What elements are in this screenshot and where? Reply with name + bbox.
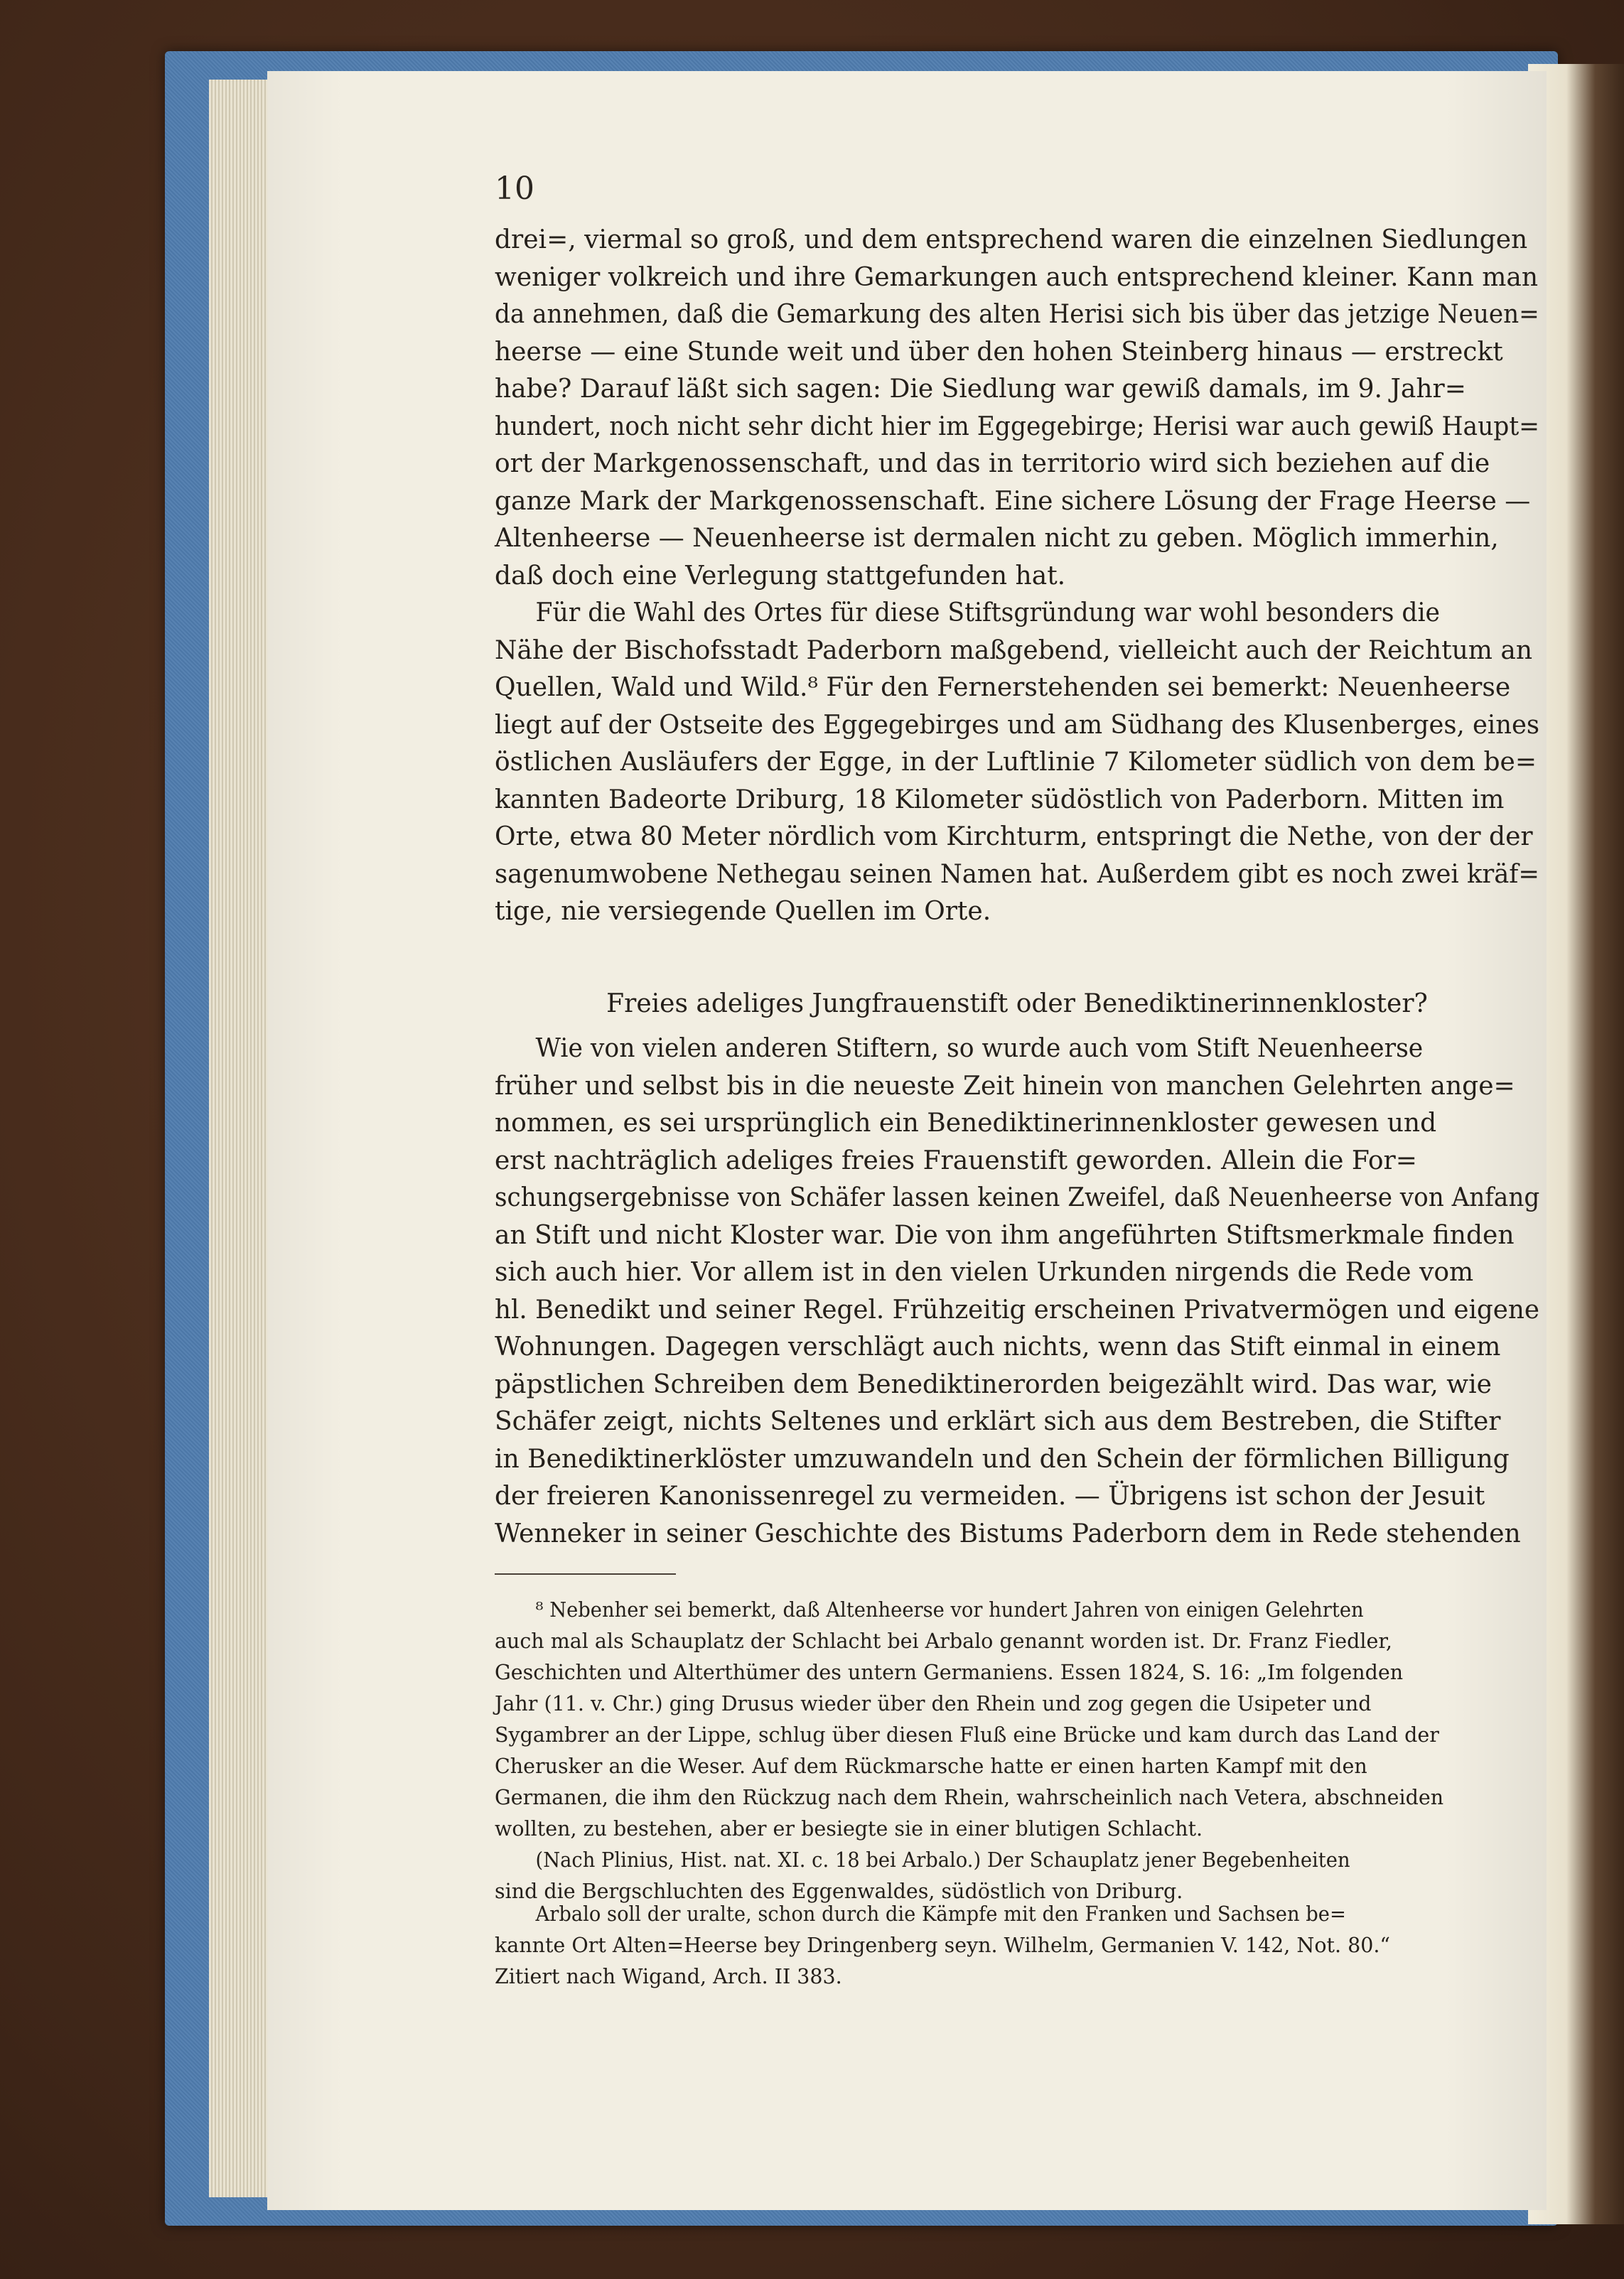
- text-line: liegt auf der Ostseite des Eggegebirges und am Südhang des Klusenberges, eines: [495, 710, 1539, 740]
- text-line: tige, nie versiegende Quellen im Orte.: [495, 897, 991, 926]
- text-line: kannten Badeorte Driburg, 18 Kilometer südöstlich von Paderborn. Mitten im: [495, 785, 1505, 814]
- text-line: Wenneker in seiner Geschichte des Bistums Paderborn dem in Rede stehenden: [495, 1519, 1521, 1548]
- text-line: sich auch hier. Vor allem ist in den vielen Urkunden nirgends die Rede vom: [495, 1258, 1474, 1287]
- text-line: Nähe der Bischofsstadt Paderborn maßgebend, vielleicht auch der Reichtum an: [495, 635, 1533, 665]
- text-line: Wohnungen. Dagegen verschlägt auch nichts, wenn das Stift einmal in einem: [495, 1332, 1501, 1362]
- footnote-line: Jahr (11. v. Chr.) ging Drusus wieder über den Rhein und zog gegen die Usipeter und: [495, 1692, 1372, 1715]
- page-edge-stack: [209, 80, 273, 2197]
- text-line: sagenumwobene Nethegau seinen Namen hat. Außerdem gibt es noch zwei kräf=: [495, 859, 1539, 889]
- text-line: habe? Darauf läßt sich sagen: Die Siedlung war gewiß damals, im 9. Jahr=: [495, 375, 1466, 404]
- text-line: drei=, viermal so groß, und dem entsprechend waren die einzelnen Siedlungen: [495, 225, 1528, 254]
- footnote-line: Germanen, die ihm den Rückzug nach dem Rhein, wahrscheinlich nach Vetera, abschneiden: [495, 1786, 1444, 1809]
- text-line: in Benediktinerklöster umzuwandeln und den Schein der förmlichen Billigung: [495, 1444, 1510, 1474]
- text-line: Altenheerse — Neuenheerse ist dermalen nicht zu geben. Möglich immerhin,: [495, 524, 1499, 553]
- footnote-line: Arbalo soll der uralte, schon durch die Kämpfe mit den Franken und Sachsen be=: [535, 1902, 1346, 1926]
- footnote-line: Geschichten und Alterthümer des untern Germaniens. Essen 1824, S. 16: „Im folgenden: [495, 1661, 1404, 1684]
- text-line: Orte, etwa 80 Meter nördlich vom Kirchturm, entspringt die Nethe, von der der: [495, 822, 1533, 851]
- paragraph-2: [495, 595, 1539, 931]
- text-line: an Stift und nicht Kloster war. Die von ihm angeführten Stiftsmerkmale finden: [495, 1220, 1515, 1250]
- text-line: päpstlichen Schreiben dem Benediktinerorden beigezählt wird. Das war, wie: [495, 1369, 1492, 1399]
- footnote-line: Sygambrer an der Lippe, schlug über diesen Fluß eine Brücke und kam durch das Land der: [495, 1723, 1439, 1747]
- footnote-line: ⁸ Nebenher sei bemerkt, daß Altenheerse vor hundert Jahren von einigen Gelehrten: [535, 1598, 1364, 1622]
- footnote-8: [495, 1595, 1539, 1845]
- text-line: ort der Markgenossenschaft, und das in territorio wird sich beziehen auf die: [495, 449, 1490, 478]
- text-line: da annehmen, daß die Gemarkung des alten Herisi sich bis über das jetzige Neuen=: [495, 300, 1539, 329]
- paragraph-1: [495, 222, 1539, 595]
- text-line: hundert, noch nicht sehr dicht hier im Eggegebirge; Herisi war auch gewiß Haupt=: [495, 411, 1540, 441]
- text-line: nommen, es sei ursprünglich ein Benediktinerinnenkloster gewesen und: [495, 1109, 1437, 1138]
- footnote-line: Cherusker an die Weser. Auf dem Rückmarsche hatte er einen harten Kampf mit den: [495, 1755, 1367, 1778]
- footnote-continuation-1: [495, 1845, 1539, 1907]
- footnote-line: sind die Bergschluchten des Eggenwaldes, südöstlich von Driburg.: [495, 1880, 1183, 1903]
- text-line: erst nachträglich adeliges freies Frauenstift geworden. Allein die For=: [495, 1146, 1417, 1175]
- text-line: heerse — eine Stunde weit und über den hohen Steinberg hinaus — erstreckt: [495, 337, 1503, 367]
- footnote-line: Zitiert nach Wigand, Arch. II 383.: [495, 1965, 842, 1988]
- section-heading: Freies adeliges Jungfrauenstift oder Benediktinerinnenkloster?: [606, 989, 1428, 1018]
- text-line: Quellen, Wald und Wild.⁸ Für den Fernerstehenden sei bemerkt: Neuenheerse: [495, 673, 1511, 702]
- text-line: Schäfer zeigt, nichts Seltenes und erklärt sich aus dem Bestreben, die Stifter: [495, 1407, 1501, 1436]
- text-line: weniger volkreich und ihre Gemarkungen auch entsprechend kleiner. Kann man: [495, 262, 1539, 292]
- text-line: schungsergebnisse von Schäfer lassen keinen Zweifel, daß Neuenheerse von Anfang: [495, 1183, 1540, 1212]
- footnote-line: (Nach Plinius, Hist. nat. XI. c. 18 bei Arbalo.) Der Schauplatz jener Begebenheiten: [535, 1848, 1350, 1872]
- footnote-line: wollten, zu bestehen, aber er besiegte sie in einer blutigen Schlacht.: [495, 1817, 1203, 1841]
- footnote-line: kannte Ort Alten=Heerse bey Dringenberg seyn. Wilhelm, Germanien V. 142, Not. 80.“: [495, 1934, 1390, 1957]
- page-number: 10: [495, 171, 534, 207]
- paragraph-3: [495, 1030, 1539, 1553]
- text-line: östlichen Ausläufers der Egge, in der Luftlinie 7 Kilometer südlich von dem be=: [495, 748, 1537, 777]
- text-line: Wie von vielen anderen Stiftern, so wurde auch vom Stift Neuenheerse: [535, 1034, 1424, 1063]
- text-line: Für die Wahl des Ortes für diese Stiftsgründung war wohl besonders die: [535, 598, 1440, 627]
- footnote-continuation-2: [495, 1899, 1539, 1993]
- text-line: der freieren Kanonissenregel zu vermeiden. — Übrigens ist schon der Jesuit: [495, 1482, 1485, 1511]
- text-line: hl. Benedikt und seiner Regel. Frühzeitig erscheinen Privatvermögen und eigene: [495, 1295, 1539, 1325]
- text-line: ganze Mark der Markgenossenschaft. Eine sichere Lösung der Frage Heerse —: [495, 486, 1531, 516]
- footnote-divider: [495, 1573, 676, 1575]
- text-line: daß doch eine Verlegung stattgefunden hat.: [495, 561, 1066, 591]
- text-line: früher und selbst bis in die neueste Zeit hinein von manchen Gelehrten ange=: [495, 1071, 1515, 1101]
- footnote-line: auch mal als Schauplatz der Schlacht bei Arbalo genannt worden ist. Dr. Franz Fiedler,: [495, 1629, 1392, 1653]
